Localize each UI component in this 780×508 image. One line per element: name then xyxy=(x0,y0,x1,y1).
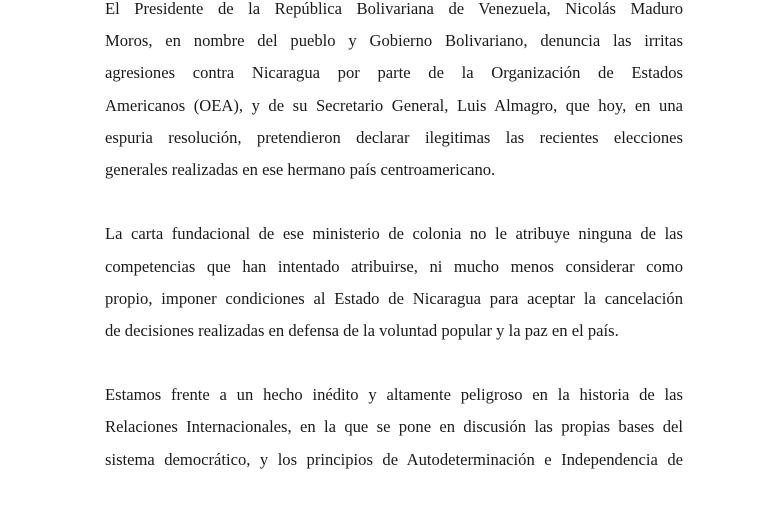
paragraph-line: competencias que han intentado atribuirse, ni mucho menos considerar como xyxy=(105,256,683,276)
paragraph-line: La carta fundacional de ese ministerio de colonia no le atribuye ninguna de las xyxy=(105,224,683,244)
paragraph-line: sistema democrático, y los principios de Autodeterminación e Independencia de xyxy=(105,449,683,469)
paragraph-3 xyxy=(105,379,683,476)
paragraph-line: agresiones contra Nicaragua por parte de la Organización de Estados xyxy=(105,63,683,83)
paragraph-line: Relaciones Internacionales, en la que se pone en discusión las propias bases del xyxy=(105,417,683,437)
paragraph-line: generales realizadas en ese hermano país centroamericano. xyxy=(105,159,496,179)
paragraph-line: El Presidente de la República Bolivariana de Venezuela, Nicolás Maduro xyxy=(105,0,683,18)
paragraph-1 xyxy=(105,0,683,186)
paragraph-line: espuria resolución, pretendieron declarar ilegitimas las recientes elecciones xyxy=(105,127,683,147)
document-body xyxy=(105,0,683,508)
paragraph-line: Estamos frente a un hecho inédito y altamente peligroso en la historia de las xyxy=(105,385,683,405)
paragraph-line: Americanos (OEA), y de su Secretario General, Luis Almagro, que hoy, en una xyxy=(105,95,683,115)
paragraph-line: propio, imponer condiciones al Estado de Nicaragua para aceptar la cancelación xyxy=(105,288,683,308)
paragraph-line: de decisiones realizadas en defensa de la voluntad popular y la paz en el país. xyxy=(105,320,619,340)
paragraph-2 xyxy=(105,218,683,347)
paragraph-line: Moros, en nombre del pueblo y Gobierno Bolivariano, denuncia las irritas xyxy=(105,31,683,51)
